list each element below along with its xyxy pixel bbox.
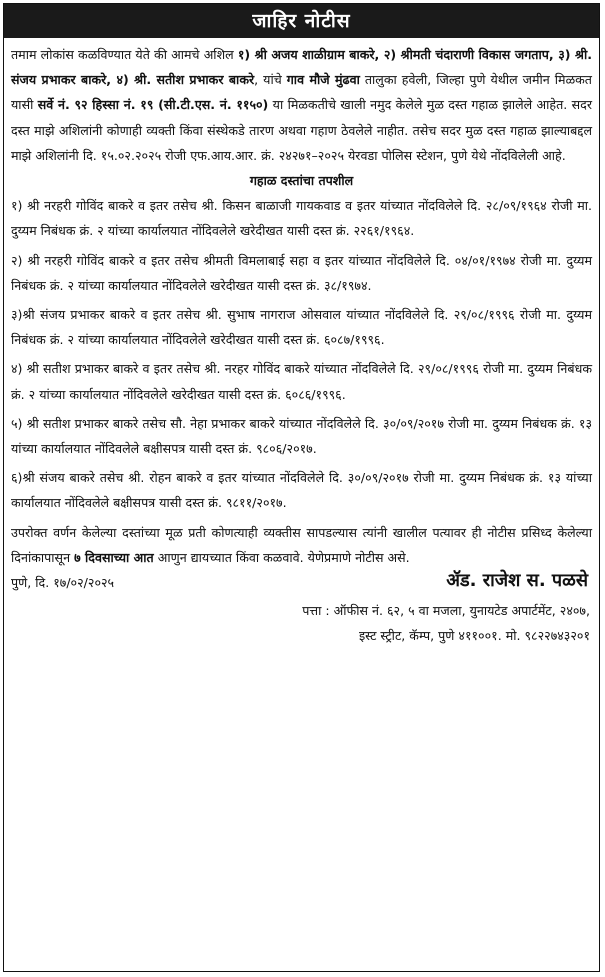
document-item-3: ३)श्री संजय प्रभाकर बाकरे व इतर तसेच श्री. सुभाष नागराज ओसवाल यांच्यात नोंदविलेले दि. २९/०८/१९९६ रोजी मा. दुय्यम निबंधक क्रं. २ यांच्या कार्यालयात नोंदिवलेले खरेदीखत यासी दस्त क्रं. ६०८७/१९९६.: [11, 307, 592, 348]
intro-paragraph: [11, 42, 592, 168]
deadline: ७ दिवसाच्या आत: [74, 549, 154, 565]
intro-text-3: तालुका हवेली, जिल्हा पुणे येथील जमीन मिळकत यासी: [11, 72, 592, 113]
date-signature-row: [11, 570, 592, 598]
documents-subheading: गहाळ दस्तांचा तपशील: [249, 173, 354, 189]
document-item-1: १) श्री नरहरी गोविंद बाकरे व इतर तसेच श्री. किसन बाळाजी गायकवाड व इतर यांच्यात नोंदविलेले दि. २८/०९/१९६४ रोजी मा. दुय्यम निबंधक क्रं. २ यांच्या कार्यालयात नोंदिवलेले खरेदीखत यासी दस्त क्रं. २२६१/१९६४.: [11, 198, 592, 239]
owners-names: १) श्री अजय शाळीग्राम बाकरे, २) श्रीमती चंदाराणी विकास जगताप, ३) श्री. संजय प्रभाकर बाकरे, ४) श्री. सतीश प्रभाकर बाकरे: [11, 47, 592, 88]
address-line-1: पत्ता : ऑफीस नं. ६२, ५ वा मजला, युनायटेड अपार्टमेंट, २४०७,: [302, 603, 590, 619]
notice-box: [3, 3, 600, 972]
document-item-5: ५) श्री सतीश प्रभाकर बाकरे तसेच सौ. नेहा प्रभाकर बाकरे यांच्यात नोंदविलेले दि. ३०/०९/२०१७ रोजी मा. दुय्यम निबंधक क्रं. १३ यांच्या कार्यालयात नोंदिवलेले बक्षीसपत्र यासी दस्त क्रं. ९८०६/२०१७.: [11, 415, 592, 457]
closing-paragraph: [11, 520, 592, 570]
village-name: गाव मौजे मुंढवा: [286, 72, 360, 88]
document-item-2: २) श्री नरहरी गोविंद बाकरे व इतर तसेच श्रीमती विमलाबाई सहा व इतर यांच्यात नोंदविलेले दि. ०४/०१/१९७४ रोजी मा. दुय्यम निबंधक क्रं. २ यांच्या कार्यालयात नोंदिवलेले खरेदीखत यासी दस्त क्रं. ३८/१९७४.: [11, 252, 592, 293]
survey-number: सर्वे नं. ९२ हिस्सा नं. १९ (सी.टी.एस. नं. ११५०): [37, 97, 269, 113]
closing-text-2: आणुन द्यायच्यात किंवा कळवावे. येणेप्रमाणे नोटीस असे.: [153, 549, 410, 565]
advocate-name: ॲड. राजेश स. पळसे: [446, 570, 588, 592]
document-item-4: ४) श्री सतीश प्रभाकर बाकरे व इतर तसेच श्री. नरहर गोविंद बाकरे यांच्यात नोंदविलेले दि. २९/०८/१९९६ रोजी मा. दुय्यम निबंधक क्रं. २ यांच्या कार्यालयात नोंदिवलेले खरेदीखत यासी दस्त क्रं. ६०८६/१९९६.: [11, 361, 592, 402]
address-line-2: इस्ट स्ट्रीट, कॅम्प, पुणे ४११००१. मो. ९८२२७४३२०१: [359, 628, 590, 644]
document-item-6: ६)श्री संजय बाकरे तसेच श्री. रोहन बाकरे व इतर यांच्यात नोंदविलेले दि. ३०/०९/२०१७ रोजी मा. दुय्यम निबंधक क्रं. १३ यांच्या कार्यालयात नोंदिवलेले बक्षीसपत्र यासी दस्त क्रं. ९८११/२०१७.: [11, 470, 592, 511]
place-date: पुणे, दि. १७/०२/२०२५: [11, 575, 115, 591]
notice-title: जाहिर नोटीस: [4, 4, 599, 38]
intro-text-1: तमाम लोकांस कळविण्यात येते की आमचे अशिल: [11, 47, 238, 62]
closing-text-1: उपरोक्त वर्णन केलेल्या दस्तांच्या मूळ प्रती कोणत्याही व्यक्तीस सापडल्यास त्यांनी खालील पत्यावर ही नोटीस प्रसिध्द केलेल्या दिनांकापासून: [11, 524, 592, 565]
intro-text-4: या मिळकतीचे खाली नमुद केलेले मुळ दस्त गहाळ झालेले आहेत. सदर दस्त माझे अशिलांनी कोणाही व्यक्ती किंवा संस्थेकडे तारण अथवा गहाण ठेवलेले नाहीत. तसेच सदर मुळ दस्त गहाळ झाल्याबद्दल माझे अशिलांनी दि. १५.०२.२०२५ रोजी एफ.आय.आर. क्रं. २४२७१–२०२५ येरवडा पोलिस स्टेशन, पुणे येथे नोंदविलेली आहे.: [11, 97, 592, 163]
notice-body: [4, 38, 599, 648]
intro-text-2: , यांचे: [254, 72, 287, 88]
